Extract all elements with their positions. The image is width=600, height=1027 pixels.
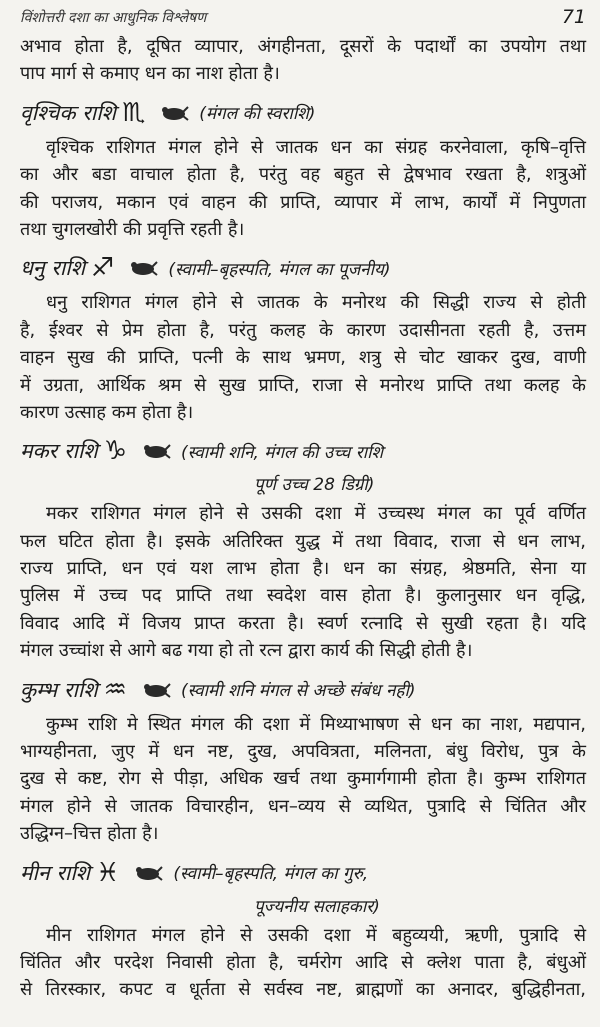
paragraph-line: मंगल उच्चांश से आगे बढ गया हो तो रत्न द्वारा कार्य की सिद्धी होती है। [20,640,473,662]
running-header [20,6,586,28]
section-heading-meen [20,856,586,890]
rashi-note: (स्वामी शनि, मंगल की उच्च राशि [181,442,384,463]
section-heading-kumbh [20,673,586,707]
zodiac-symbol-icon: ♐ [91,253,115,284]
section-heading-vrishchik [20,96,586,130]
zodiac-symbol-icon: ♒ [103,674,127,705]
paragraph-line: का और बडा वाचाल होता है, परंतु वह बहुत से द्वेषभाव रखता है, शत्रुओं [20,164,586,186]
paragraph [20,134,586,244]
rashi-title: धनु राशि [20,256,85,281]
paragraph-line: धनु राशिगत मंगल होने से जातक के मनोरथ की सिद्धी राज्य से होती [46,292,586,314]
zodiac-symbol-icon: ♑ [103,436,128,467]
paragraph-line: मंगल होने से जातक विचारहीन, धन–व्यय से व्यथित, पुत्रादि से चिंतित और [20,795,586,817]
section-heading-makar [20,434,586,468]
rashi-title: मीन राशि [20,860,91,885]
rashi-title: कुम्भ राशि [20,677,98,702]
paragraph-line: तथा चुगलखोरी की प्रवृत्ति रहती है। [20,218,245,240]
paragraph-line: अभाव होता है, दूषित व्यापार, अंगहीनता, दूसरों के पदार्थों का उपयोग तथा [20,36,586,57]
paragraph-line: में उग्रता, आर्थिक श्रम से सुख प्राप्ति, राजा से मनोरथ प्राप्ति तथा कलह के [20,374,586,396]
scorpion-icon [159,103,189,123]
rashi-note: (मंगल की स्वराशि) [199,104,316,125]
paragraph [20,33,586,88]
paragraph-line: से तिरस्कार, कपट व धूर्तता से सर्वस्व नष्ट, ब्राह्मणों का अनादर, बुद्धिहीनता, [20,979,586,1001]
paragraph-line: भाग्यहीनता, जुए में धन नष्ट, दुख, अपवित्रता, मलिनता, बंधु विरोध, पुत्र के [20,741,586,763]
paragraph-line: विवाद आदि में विजय प्राप्त करता है। स्वर्ण रत्नादि से सुखी रहता है। यदि [20,612,586,634]
rashi-note: (स्वामी शनि मंगल से अच्छे संबंध नही) [180,681,416,702]
paragraph-line: वृश्चिक राशिगत मंगल होने से जातक धन का संग्रह करनेवाला, कृषि–वृत्ति [46,136,586,158]
paragraph-line: चिंतित और परदेश निवासी होता है, चर्मरोग आदि से क्लेश पाता है, बंधुओं [20,951,586,973]
paragraph-line: की पराजय, मकान एवं वाहन की प्राप्ति, व्यापार में लाभ, कार्यों में निपुणता [20,191,586,213]
running-title: विंशोत्तरी दशा का आधुनिक विश्लेषण [20,10,207,26]
paragraph-line: दुख से कष्ट, रोग से पीड़ा, अधिक खर्च तथा कुमार्गगामी होता है। कुम्भ राशिगत [20,768,586,790]
paragraph-line: मकर राशिगत मंगल होने से उसकी दशा में उच्चस्थ मंगल का पूर्व वर्णित [46,503,586,525]
page-body [20,33,586,1010]
page-number: 71 [561,6,586,28]
paragraph-line: फल घटित होता है। इसके अतिरिक्त युद्ध में तथा विवाद, राजा से धन लाभ, [20,530,586,552]
paragraph-line: पुलिस में उच्च पद प्राप्ति तथा स्वदेश वास होता है। कुलानुसार धन वृद्धि, [20,585,586,607]
paragraph [20,711,586,848]
paragraph [20,289,586,426]
rashi-note: (स्वामी–बृहस्पति, मंगल का पूजनीय) [168,259,391,280]
paragraph-line: मीन राशिगत मंगल होने से उसकी दशा में बहुव्ययी, ऋणी, पुत्रादि से [46,924,586,946]
rashi-title: वृश्चिक राशि [20,100,116,125]
rashi-title: मकर राशि [20,439,98,464]
paragraph [20,922,586,1004]
zodiac-symbol-icon: ♏ [121,97,146,128]
paragraph-line: कारण उत्साह कम होता है। [20,401,194,423]
paragraph [20,500,586,664]
section-heading-dhanu [20,251,586,285]
crocodile-icon [141,441,171,461]
paragraph-line: उद्धिग्न–चित्त होता है। [20,823,159,845]
rashi-note-continued: पूर्ण उच्च 28 डिग्री) [254,475,375,496]
archer-icon [128,258,158,278]
paragraph-line: वाहन सुख की प्राप्ति, पत्नी के साथ भ्रमण, शत्रु से चोट खाकर दुख, वाणी [20,347,586,369]
paragraph-line: कुम्भ राशि मे स्थित मंगल की दशा में मिथ्याभाषण से धन का नाश, मद्यपान, [46,713,586,735]
paragraph-line: राज्य प्राप्ति, धन एवं यश लाभ होता है। धन का संग्रह, श्रेष्ठमति, सेना या [20,558,586,580]
rashi-note-continued: पूज्यनीय सलाहकार) [254,896,380,917]
paragraph-line: है, ईश्वर से प्रेम होता है, परंतु कलह के कारण उदासीनता रहती है, उत्तम [20,319,586,341]
zodiac-symbol-icon: ♓ [96,857,120,888]
rashi-note: (स्वामी–बृहस्पति, मंगल का गुरु, [173,864,369,885]
fish-icon [133,863,163,883]
paragraph-line: पाप मार्ग से कमाए धन का नाश होता है। [20,63,280,85]
water-bearer-icon [141,680,171,700]
